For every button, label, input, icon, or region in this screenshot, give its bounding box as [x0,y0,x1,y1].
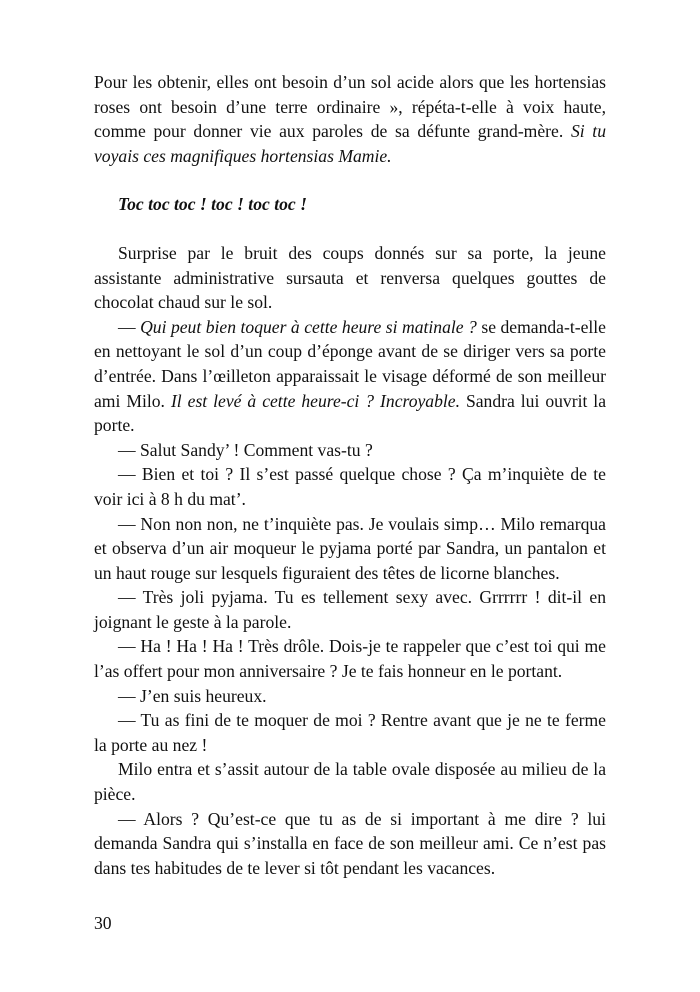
book-page-body [94,70,606,880]
paragraph-door-ending: Sandra lui ouvrit la porte. [94,390,607,436]
knocking-sound: Toc toc toc ! toc ! toc toc ! [118,194,307,215]
page-number: 30 [94,913,112,933]
dialogue-line: — Non non non, ne t’inquiète pas. Je voulais simp… Milo remarqua et observa d’un air moqueur le pyjama porté par Sandra, un pantalon et un haut rouge sur lesquels figuraient des têtes de licorne blanches. [94,513,606,583]
dialogue-line: — Ha ! Ha ! Ha ! Très drôle. Dois-je te rappeler que c’est toi qui me l’as offert pour mon anniversaire ? Je te fais honneur en le portant. [94,636,606,682]
paragraph-hortensias-text: Pour les obtenir, elles ont besoin d’un sol acide alors que les hortensias roses ont besoin d’une terre ordinaire », répéta-t-elle à voix haute, comme pour donner vie aux paroles de sa défunte grand-mère. [94,72,606,142]
paragraph-door-text: se demanda-t-elle en nettoyant le sol d’un coup d’éponge avant de se diriger vers sa porte d’entrée. Dans l’œilleton apparaissait le visage déformé de son meilleur ami Milo. [94,316,606,411]
dialogue-line: — Salut Sandy’ ! Comment vas-tu ? [118,439,373,460]
dialogue-dash: — [118,316,141,337]
paragraph-hortensias [94,70,606,168]
paragraph-hortensias-thought: Si tu voyais ces magnifiques hortensias Mamie. [94,121,606,166]
paragraph-door [94,315,606,438]
dialogue-line: — Bien et toi ? Il s’est passé quelque chose ? Ça m’inquiète de te voir ici à 8 h du mat’. [94,464,606,509]
thought-incredible: Il est levé à cette heure-ci ? Incroyable. [170,390,460,411]
paragraph-surprise: Surprise par le bruit des coups donnés sur sa porte, la jeune assistante administrative sursauta et renversa quelques gouttes de chocolat chaud sur le sol. [94,242,606,313]
thought-who-knocks: Qui peut bien toquer à cette heure si matinale ? [140,316,477,337]
dialogue-line: — Tu as fini de te moquer de moi ? Rentre avant que je ne te ferme la porte au nez ! [94,710,606,755]
dialogue-line: — J’en suis heureux. [118,685,267,706]
paragraph-milo-enters: Milo entra et s’assit autour de la table ovale disposée au milieu de la pièce. [94,759,606,805]
dialogue-line: — Très joli pyjama. Tu es tellement sexy avec. Grrrrrr ! dit-il en joignant le geste à la parole. [94,587,606,632]
dialogue-line: — Alors ? Qu’est-ce que tu as de si important à me dire ? lui demanda Sandra qui s’installa en face de son meilleur ami. Ce n’est pas dans tes habitudes de te lever si tôt pendant les vacances. [94,808,606,878]
